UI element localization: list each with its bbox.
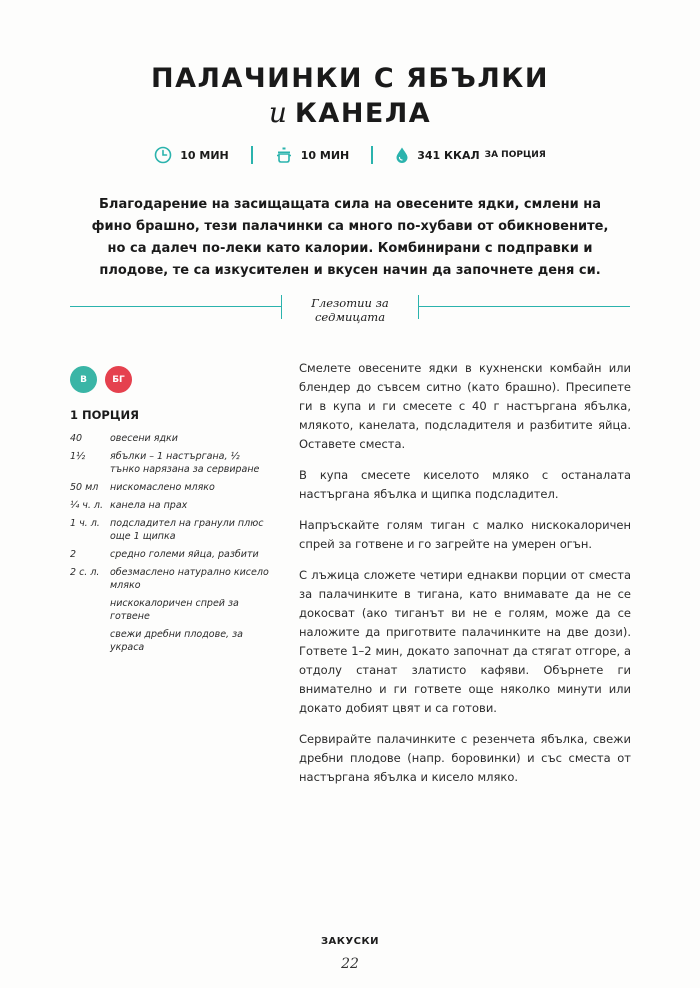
ingredient-item <box>70 566 270 592</box>
calories-unit: ЗА ПОРЦИЯ <box>484 150 546 160</box>
ingredient-name: свежи дребни плодове, за украса <box>110 629 243 653</box>
recipe-intro: Благодарение на засищащата сила на овесените ядки, смлени на фино брашно, тези палачинки са много по-хубави от обикновените, но са далеч по-леки като калории. Комбинирани с подправки и плодове, те са изкусителен и вкусен начин да започнете деня си. <box>91 197 609 278</box>
divider-tick-right <box>418 295 419 319</box>
diet-badges <box>70 366 140 393</box>
ingredient-name: ябълки – 1 настъргана, ½ тънко нарязана за сервиране <box>110 451 260 475</box>
ingredient-qty: 2 с. л. <box>70 567 100 578</box>
diet-badge-vegetarian: В <box>70 366 97 393</box>
method-step: Смелете овесените ядки в кухненски комбайн или блендер до съвсем ситно (като брашно). Пресипете ги в купа и ги смесете с 40 г настъргана ябълка, млякото, канелата, подсладителя и разбитите яйца. Оставете сместа. <box>299 361 631 451</box>
method-step: С лъжица сложете четири еднакви порции от сместа за палачинките в тигана, като внимавате да не се докосват (ако тиганът ви не е голям, може да се наложите да приготвите палачинките на две дози). Гответе 1–2 мин, докато започнат да стягат отгоре, а отдолу станат златисто кафяви. Обърнете ги внимателно и ги гответе още няколко минути или докато добият цвят и са готови. <box>299 568 631 715</box>
ingredient-item <box>70 548 270 561</box>
ingredient-item <box>70 450 270 476</box>
ingredient-name: нискомаслено мляко <box>110 482 215 493</box>
calories-value: 341 ККАЛ <box>417 148 480 162</box>
ingredient-qty: 1½ <box>70 451 86 462</box>
ingredient-item <box>70 499 270 512</box>
ingredient-qty: 50 мл <box>70 482 99 493</box>
ingredient-qty: 2 <box>70 549 77 560</box>
ingredient-name: канела на прах <box>110 500 188 511</box>
ingredient-item <box>70 481 270 494</box>
title-line-2 <box>0 96 700 131</box>
divider-rule-right <box>419 306 630 307</box>
ingredient-item <box>70 432 270 445</box>
method-step: Сервирайте палачинките с резенчета ябълка, свежи дребни плодове (напр. боровинки) и със сместа от настъргана ябълка и кисело мляко. <box>299 732 631 784</box>
recipe-title <box>0 62 700 131</box>
title-line-1: ПАЛАЧИНКИ С ЯБЪЛКИ <box>151 63 549 94</box>
ingredient-list <box>70 432 270 659</box>
title-conjunction: и <box>268 96 287 129</box>
title-word-2: КАНЕЛА <box>294 98 432 129</box>
ingredient-name: подсладител на гранули плюс още 1 щипка <box>110 518 264 542</box>
divider-label: Глезотии за седмицата <box>311 296 389 324</box>
ingredient-qty <box>70 597 110 623</box>
ingredient-item <box>70 517 270 543</box>
ingredient-name: обезмаслено натурално кисело мляко <box>110 567 269 591</box>
prep-time-value: 10 МИН <box>180 148 229 162</box>
page-number: 22 <box>341 956 359 972</box>
calories <box>373 146 568 164</box>
method-step: Напръскайте голям тиган с малко нискокалоричен спрей за готвене и го загрейте на умерен огън. <box>299 518 631 551</box>
ingredient-qty: 1 ч. л. <box>70 518 100 529</box>
ingredient-qty <box>70 628 110 654</box>
footer-section-title: ЗАКУСКИ <box>320 936 380 947</box>
clock-icon <box>154 146 172 164</box>
ingredient-item <box>70 597 270 623</box>
prep-time <box>132 146 251 164</box>
cook-time <box>253 146 372 164</box>
section-divider <box>70 293 630 324</box>
ingredient-item <box>70 628 270 654</box>
cook-time-value: 10 МИН <box>300 148 350 162</box>
drop-icon <box>395 146 409 164</box>
method-step: В купа смесете киселото мляко с останалата настъргана ябълка и щипка подсладител. <box>299 468 631 501</box>
ingredient-qty: ¼ ч. л. <box>70 500 103 511</box>
recipe-stats <box>0 146 700 164</box>
ingredient-name: средно големи яйца, разбити <box>110 549 259 560</box>
ingredient-qty: 40 <box>70 433 83 444</box>
diet-badge-gluten-free: БГ <box>105 366 132 393</box>
divider-tick-left <box>281 295 282 319</box>
method-steps <box>299 359 631 799</box>
ingredient-name: овесени ядки <box>110 433 178 444</box>
ingredient-name: нискокалоричен спрей за готвене <box>110 598 239 622</box>
cooking-pot-icon <box>275 146 293 164</box>
divider-rule-left <box>70 306 281 307</box>
portions-heading: 1 ПОРЦИЯ <box>70 408 139 422</box>
